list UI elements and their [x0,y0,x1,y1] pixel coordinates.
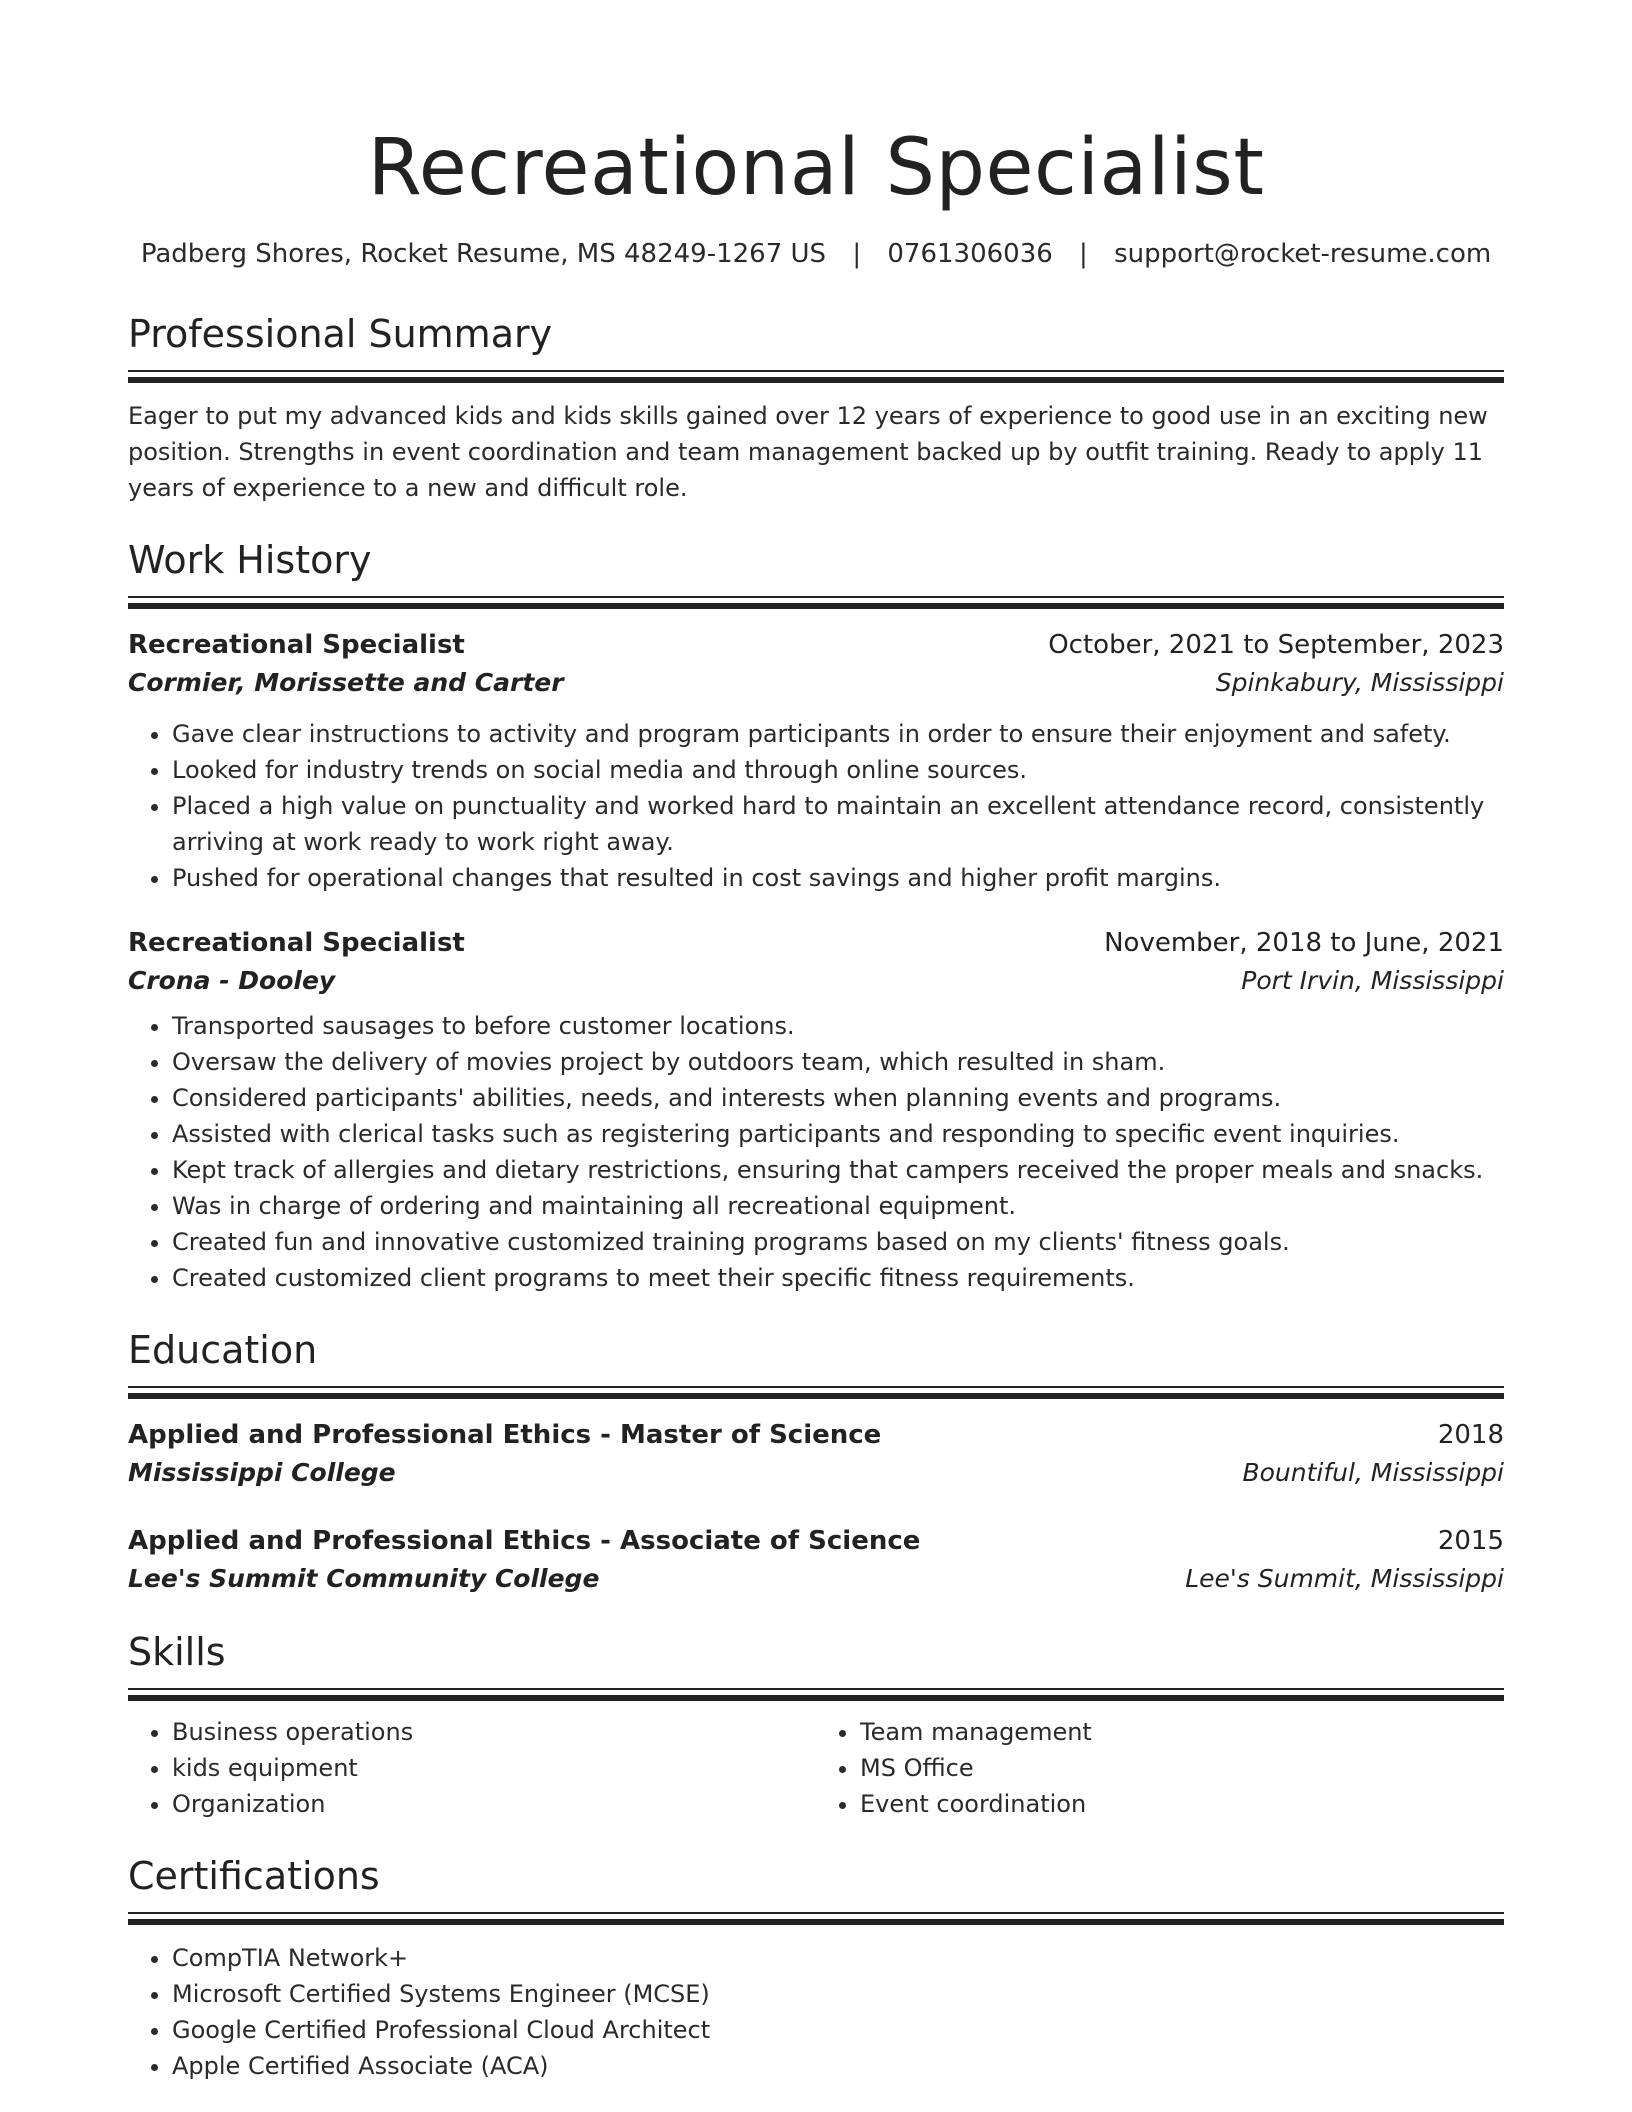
degree-title: Applied and Professional Ethics - Associate of Science [128,1526,921,1556]
job-location: Port Irvin, Mississippi [1241,966,1504,995]
degree-title: Applied and Professional Ethics - Master of Science [128,1420,882,1450]
job-title: Recreational Specialist [128,928,465,958]
resume-name: Recreational Specialist [367,123,1265,213]
list-item: • Pushed for operational changes that resulted in cost savings and higher profit margins. [172,860,1504,896]
list-item: • Oversaw the delivery of movies project by outdoors team, which resulted in sham. [172,1044,1504,1080]
list-item: • Organization [172,1786,816,1822]
section-title: Skills [128,1630,226,1674]
list-item: • Microsoft Certified Systems Engineer (MCSE) [172,1976,1504,2012]
list-item: • Placed a high value on punctuality and worked hard to maintain an excellent attendance record, consistently arriving at work ready to work right away. [172,788,1504,860]
section-title: Education [128,1328,318,1372]
school-name: Lee's Summit Community College [128,1564,600,1593]
job-entry [128,626,1504,896]
school-name: Mississippi College [128,1458,396,1487]
list-item: • MS Office [860,1750,1504,1786]
section-divider [128,370,1504,384]
list-item: • kids equipment [172,1750,816,1786]
section-divider [128,1386,1504,1400]
school-location: Bountiful, Mississippi [1242,1458,1504,1487]
list-item: • Assisted with clerical tasks such as registering participants and responding to specific event inquiries. [172,1116,1504,1152]
contact-email: support@rocket-resume.com [1114,239,1492,269]
list-item: • Event coordination [860,1786,1504,1822]
section-divider [128,1688,1504,1702]
section-title: Professional Summary [128,312,553,356]
skills-grid [128,1714,1504,1822]
section-title: Certifications [128,1854,380,1898]
job-company: Crona - Dooley [128,966,336,995]
contact-phone: 0761306036 [887,239,1053,269]
section-divider [128,596,1504,610]
job-dates: November, 2018 to June, 2021 [1104,928,1504,958]
degree-year: 2018 [1437,1420,1504,1450]
list-item: • Apple Certified Associate (ACA) [172,2048,1504,2084]
job-bullets [128,716,1504,896]
list-item: • Created customized client programs to meet their specific fitness requirements. [172,1260,1504,1296]
list-item: • Google Certified Professional Cloud Architect [172,2012,1504,2048]
contact-line [128,234,1504,274]
contact-address: Padberg Shores, Rocket Resume, MS 48249-1267 US [140,239,827,269]
work-history-section [128,536,1504,1296]
list-item: • Team management [860,1714,1504,1750]
skills-column-left [128,1714,816,1822]
job-company: Cormier, Morissette and Carter [128,668,564,697]
skills-section [128,1628,1504,1822]
certifications-list [128,1940,1504,2084]
list-item: • Kept track of allergies and dietary restrictions, ensuring that campers received the proper meals and snacks. [172,1152,1504,1188]
list-item: • CompTIA Network+ [172,1940,1504,1976]
list-item: • Looked for industry trends on social media and through online sources. [172,752,1504,788]
job-dates: October, 2021 to September, 2023 [1048,630,1504,660]
section-title: Work History [128,538,372,582]
job-entry [128,924,1504,1296]
job-title: Recreational Specialist [128,630,465,660]
contact-separator: | [852,239,862,269]
list-item: • Transported sausages to before customer locations. [172,1008,1504,1044]
school-location: Lee's Summit, Mississippi [1185,1564,1504,1593]
summary-text: Eager to put my advanced kids and kids skills gained over 12 years of experience to good use in an exciting new position. Strengths in event coordination and team management backed up by outfit training. Ready to apply 11 years of experience to a new and difficult role. [128,402,1488,502]
section-divider [128,1912,1504,1926]
list-item: • Gave clear instructions to activity and program participants in order to ensure their enjoyment and safety. [172,716,1504,752]
degree-year: 2015 [1437,1526,1504,1556]
skills-column-right [816,1714,1504,1822]
certifications-section [128,1852,1504,2084]
summary-section [128,310,1504,506]
contact-separator: | [1079,239,1088,269]
education-entry [128,1416,1504,1492]
job-bullets [128,1008,1504,1296]
list-item: • Created fun and innovative customized training programs based on my clients' fitness goals. [172,1224,1504,1260]
job-location: Spinkabury, Mississippi [1215,668,1504,697]
list-item: • Business operations [172,1714,816,1750]
education-section [128,1326,1504,1598]
list-item: • Was in charge of ordering and maintaining all recreational equipment. [172,1188,1504,1224]
education-entry [128,1522,1504,1598]
list-item: • Considered participants' abilities, needs, and interests when planning events and programs. [172,1080,1504,1116]
